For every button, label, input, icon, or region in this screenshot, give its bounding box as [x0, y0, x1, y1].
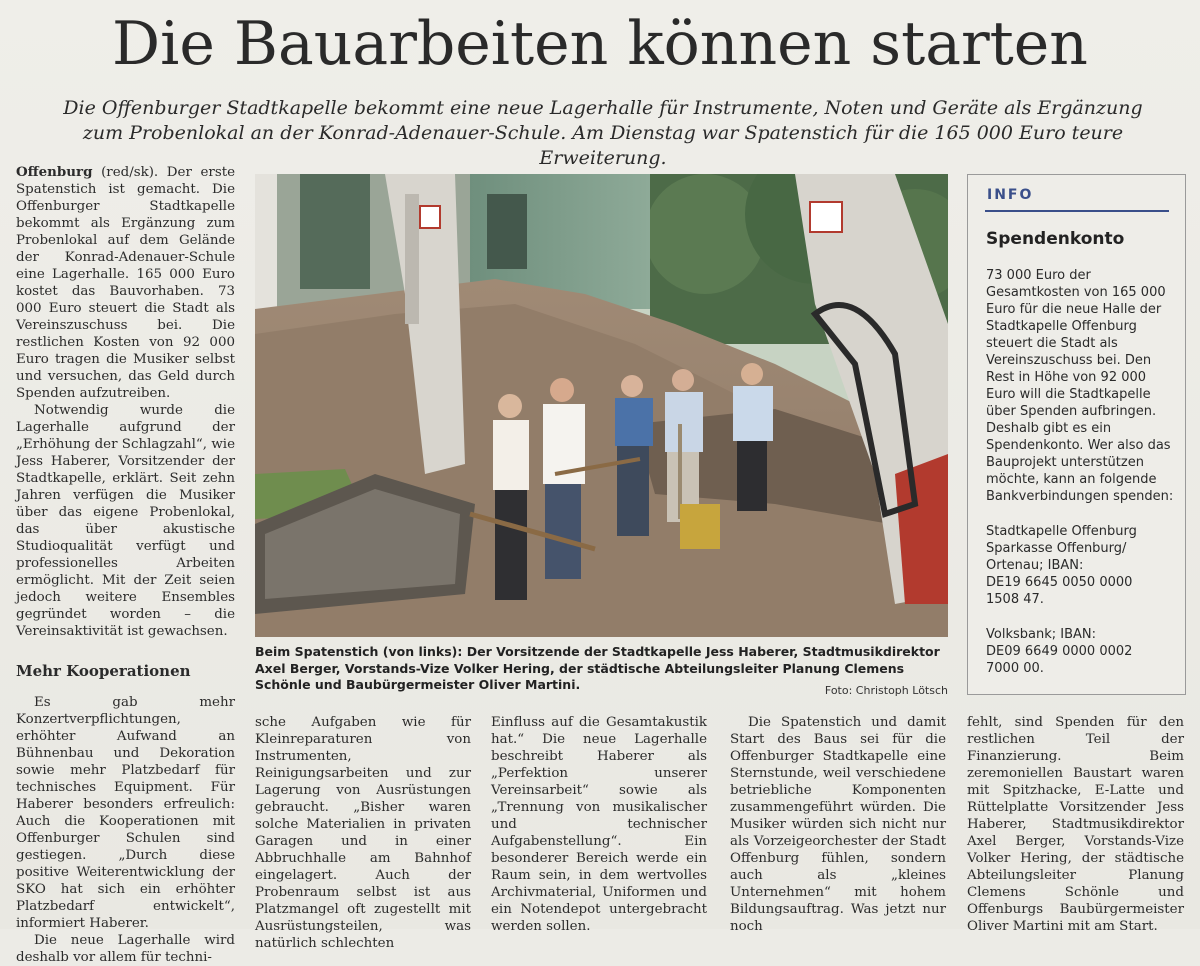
article-column-5: fehlt, sind Spenden für den restlichen Teil der Finanzierung. Beim zeremoniellen Baustart waren mit Spitzhacke, E-Latte und Rüttelplatte Vorsitzender Jess Haberer, Stadtmusikdirektor Axel Berger, Vorstands-Vize Volker Hering, der städtische Abteilungsleiter Planung Clemens Schönle und Offenburgs Baubürgermeister Oliver Martini mit am Start. — [967, 715, 1184, 934]
bank-2-line-3: 7000 00. — [986, 661, 1044, 676]
info-body — [986, 267, 1176, 677]
bank-1-line-1: Stadtkapelle Offenburg — [986, 524, 1137, 539]
article-column-1 — [16, 164, 235, 966]
bank-1-line-4: DE19 6645 0050 0000 — [986, 575, 1133, 590]
article-column-4: Die Spatenstich und damit Start des Baus sei für die Offenburger Stadtkapelle eine Sternstunde, weil verschiedene betriebliche Komponenten zusammengeführt würden. Die Musiker würden sich nicht nur als Vorzeigeorchester der Stadt Offenburg fühlen, sondern auch als „kleines Unternehmen“ mit hohem Bildungsauftrag. Was jetzt nur noch — [730, 715, 946, 934]
construction-site-photo — [255, 174, 948, 637]
info-title: Spendenkonto — [986, 229, 1125, 249]
photo-caption: Beim Spatenstich (von links): Der Vorsitzende der Stadtkapelle Jess Haberer, Stadtmusikdirektor Axel Berger, Vorstands-Vize Volker Hering, der städtische Abteilungsleiter Planung Clemens Schönle und Baubürgermeister Oliver Martini. — [255, 644, 940, 692]
bank-1-line-5: 1508 47. — [986, 592, 1044, 607]
info-paragraph: 73 000 Euro der Gesamtkosten von 165 000 Euro für die neue Halle der Stadtkapelle Offenburg steuert die Stadt als Vereinszuschuss bei. Den Rest in Höhe von 92 000 Euro will die Stadtkapelle über Spenden aufbringen. Deshalb gibt es ein Spendenkonto. Wer also das Bauprojekt unterstützen möchte, kann an folgende Bankverbindungen spenden: — [986, 268, 1174, 504]
photo-credit: Foto: Christoph Lötsch — [824, 684, 948, 697]
article-column-2: sche Aufgaben wie für Kleinreparaturen von Instrumenten, Reinigungsarbeiten und zur Lagerung von Ausrüstungen gebraucht. „Bisher waren solche Materialien in privaten Garagen und in einer Abbruchhalle am Bahnhof eingelagert. Auch der Probenraum selbst ist aus Platzmangel oft zugestellt mit Ausrüstungsteilen, was natürlich schlechten — [255, 715, 471, 951]
dateline: Offenburg — [16, 164, 93, 180]
bank-2-line-1: Volksbank; IBAN: — [986, 627, 1096, 642]
paragraph-2: Notwendig wurde die Lagerhalle aufgrund der „Erhöhung der Schlagzahl“, wie Jess Haberer, Vorsitzender der Stadtkapelle, erklärt. Seit zehn Jahren verfügen die Musiker über das eigene Probenlokal, das über akustische Studioqualität verfügt und professionelles Arbeiten ermöglicht. Mit der Zeit seien jedoch weitere Ensembles gegründet worden – die Vereinsaktivität ist gewachsen. — [16, 403, 235, 639]
article-photo — [255, 174, 948, 637]
bank-1-line-2: Sparkasse Offenburg/ — [986, 541, 1127, 556]
person-2 — [543, 378, 585, 579]
info-box — [967, 174, 1186, 695]
paragraph-1-text: (red/sk). Der erste Spatenstich ist gemacht. Die Offenburger Stadtkapelle bekommt als Ergänzung zum Probenlokal auf dem Gelände der Konrad-Adenauer-Schule eine Lagerhalle. 165 000 Euro kostet das Bauvorhaben. 73 000 Euro steuert die Stadt als Vereinszuschuss bei. Die restlichen Kosten von 92 000 Euro tragen die Musiker selbst und versuchen, das Geld durch Spenden aufzutreiben. — [16, 165, 235, 401]
paragraph-1 — [16, 164, 235, 402]
article-column-3: Einfluss auf die Gesamtakustik hat.“ Die neue Lagerhalle beschreibt Haberer als „Perfektion unserer Vereinsarbeit“ sowie als „Trennung von musikalischer und technischer Aufgabenstellung“. Ein besonderer Bereich werde ein Raum sein, in dem wertvolles Archivmaterial, Uniformen und ein Notendepot untergebracht werden sollen. — [491, 715, 707, 934]
headline: Die Bauarbeiten können starten — [112, 9, 1088, 79]
paragraph-4: Die neue Lagerhalle wird deshalb vor allem für techni- — [16, 933, 235, 965]
bank-2-line-2: DE09 6649 0000 0002 — [986, 644, 1133, 659]
teaser: Die Offenburger Stadtkapelle bekommt eine neue Lagerhalle für Instrumente, Noten und Geräte als Ergänzung zum Probenlokal an der Konrad-Adenauer-Schule. Am Dienstag war Spatenstich für die 165 000 Euro teure Erweiterung. — [63, 97, 1143, 169]
info-label: INFO — [987, 187, 1034, 203]
person-3 — [615, 375, 653, 536]
bank-1-line-3: Ortenau; IBAN: — [986, 558, 1084, 573]
subheading: Mehr Kooperationen — [16, 662, 191, 680]
paragraph-3: Es gab mehr Konzertverpflichtungen, erhöhter Aufwand an Bühnenbau und Dekoration sowie mehr Platzbedarf für technisches Equipment. Für Haberer besonders erfreulich: Auch die Kooperationen mit Offenburger Schulen sind gestiegen. „Durch diese positive Weiterentwicklung der SKO hat sich ein erhöhter Platzbedarf entwickelt“, informiert Haberer. — [16, 695, 235, 931]
info-rule — [985, 210, 1169, 212]
person-1 — [493, 394, 529, 600]
